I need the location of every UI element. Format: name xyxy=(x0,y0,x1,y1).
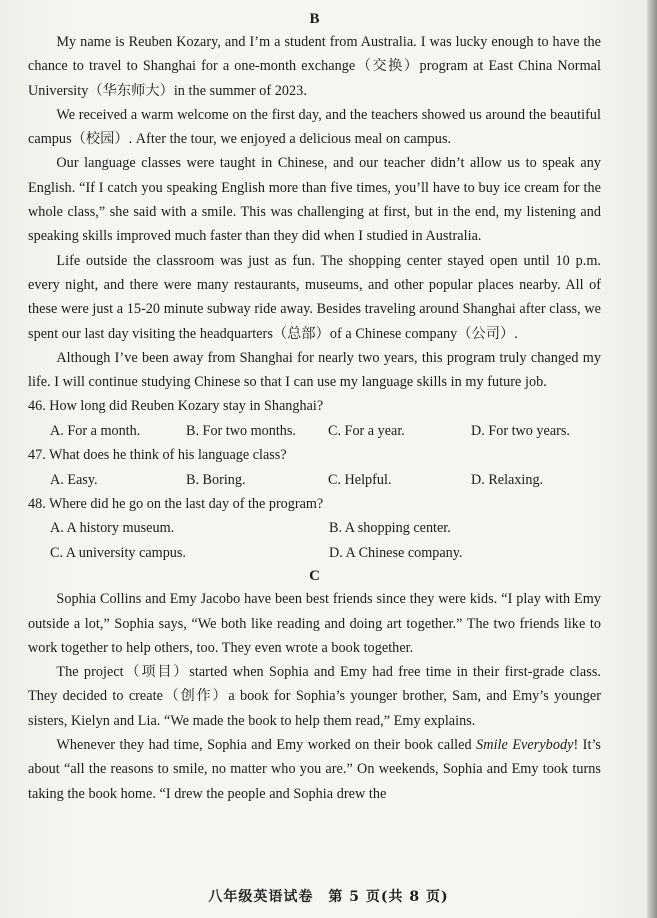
page-edge-shadow xyxy=(647,0,657,918)
question-46-option-d: D. For two years. xyxy=(471,422,570,439)
question-46-option-a: A. For a month. xyxy=(50,422,141,439)
question-48 xyxy=(28,492,601,565)
paragraph-3-lead-text: Whenever they had time, Sophia and Emy worked on their book called xyxy=(56,737,477,754)
section-b-paragraph-5: Although I’ve been away from Shanghai for nearly two years, this program truly changed my life. I will continue studying Chinese so that I can use my language skills in my future job. xyxy=(28,349,601,391)
page-footer: 八年级英语试卷 第 5 页(共 8 页) xyxy=(208,889,449,905)
question-46-option-c: C. For a year. xyxy=(328,422,405,439)
question-47-option-b: B. Boring. xyxy=(186,471,246,488)
question-46-option-b: B. For two months. xyxy=(186,422,296,439)
section-b-title: B xyxy=(309,11,320,27)
section-b-paragraph-4: Life outside the classroom was just as fun. The shopping center stayed open until 10 p.m. every night, and there were many restaurants, museums, and other popular places nearby. All of these were just a 15-20 minute subway ride away. Besides traveling around Shanghai after class, we spent our last day visiting the headquarters（总部）of a Chinese company（公司）. xyxy=(28,252,601,342)
question-48-stem: 48. Where did he go on the last day of the program? xyxy=(28,496,324,513)
question-48-option-b: B. A shopping center. xyxy=(329,520,451,537)
paragraph-3-trailing-text: ! It’s about “all the reasons to smile, no matter who you are.” On weekends, Sophia and Emy took turns taking the book home. “I drew the people and Sophia drew the xyxy=(28,737,602,802)
question-48-option-c: C. A university campus. xyxy=(50,544,186,561)
section-b-paragraph-2: We received a warm welcome on the first day, and the teachers showed us around the beautiful campus（校园）. After the tour, we enjoyed a delicious meal on campus. xyxy=(28,106,601,148)
question-47 xyxy=(28,443,601,492)
question-48-option-a: A. A history museum. xyxy=(50,520,175,537)
section-b-paragraph-1: My name is Reuben Kozary, and I’m a student from Australia. I was lucky enough to have the chance to travel to Shanghai for a one-month exchange（交换）program at East China Normal University（华东师大）in the summer of 2023. xyxy=(28,34,601,99)
question-47-options xyxy=(28,468,601,492)
question-48-options xyxy=(28,516,601,565)
question-46-options xyxy=(28,419,601,443)
section-c-paragraph-1: Sophia Collins and Emy Jacobo have been best friends since they were kids. “I play with Emy outside a lot,” Sophia says, “We both like reading and doing art together.” The two friends like to work together to help others, too. They even wrote a book together. xyxy=(28,591,601,656)
question-48-option-d: D. A Chinese company. xyxy=(329,544,463,561)
section-c-title: C xyxy=(309,568,320,585)
book-title: Smile Everybody xyxy=(476,737,574,754)
question-46-stem: 46. How long did Reuben Kozary stay in Shanghai? xyxy=(28,398,324,415)
question-46 xyxy=(28,394,601,443)
question-47-option-d: D. Relaxing. xyxy=(471,471,544,488)
section-c-paragraph-3 xyxy=(28,733,601,806)
question-47-option-a: A. Easy. xyxy=(50,471,98,488)
question-47-stem: 47. What does he think of his language class? xyxy=(28,447,287,464)
section-b-paragraph-3: Our language classes were taught in Chinese, and our teacher didn’t allow us to speak any English. “If I catch you speaking English more than five times, you’ll have to buy ice cream for the whole class,” she said with a smile. This was challenging at first, but in the end, my listening and speaking skills improved much faster than they did when I studied in Australia. xyxy=(28,155,601,245)
question-47-option-c: C. Helpful. xyxy=(328,471,392,488)
section-c-paragraph-2: The project（项目）started when Sophia and Emy had free time in their first-grade class. They decided to create（创作）a book for Sophia’s younger brother, Sam, and Emy’s younger sisters, Kielyn and Lia. “We made the book to help them read,” Emy explains. xyxy=(28,664,601,729)
